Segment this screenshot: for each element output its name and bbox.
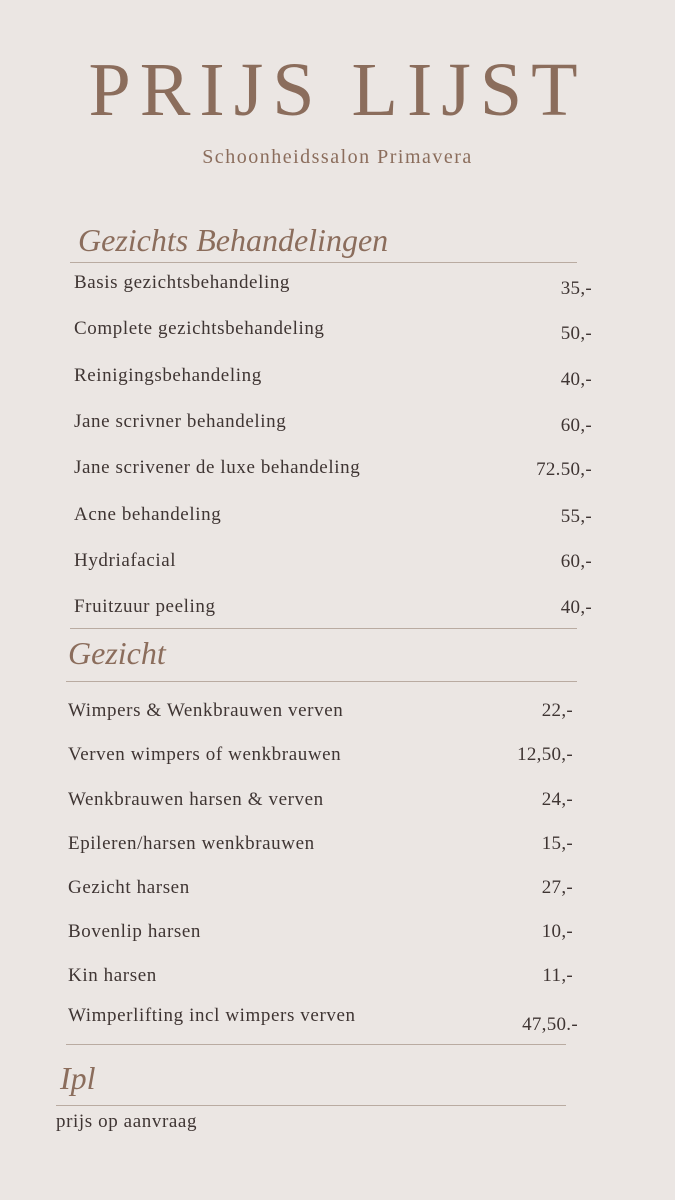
list-item-price: 55,-: [560, 506, 592, 527]
list-item-price: 72.50,-: [536, 459, 592, 480]
list-item-price: 35,-: [560, 278, 592, 299]
salon-name: Schoonheidssalon Primavera: [202, 146, 473, 168]
list-item-price: 40,-: [560, 369, 592, 390]
section-divider: [70, 262, 577, 263]
section-divider: [66, 681, 577, 682]
list-item-name: Complete gezichtsbehandeling: [74, 318, 325, 339]
section-heading-gezichts-behandelingen: Gezichts Behandelingen: [78, 222, 389, 258]
list-item-price: 22,-: [541, 700, 573, 721]
section-divider: [56, 1105, 566, 1106]
list-item-name: Kin harsen: [68, 965, 157, 986]
list-item-price: 60,-: [560, 415, 592, 436]
list-item-name: Fruitzuur peeling: [74, 596, 216, 617]
section-heading-ipl: Ipl: [60, 1060, 96, 1096]
list-item-name: Basis gezichtsbehandeling: [74, 272, 291, 293]
list-item-price: 60,-: [560, 551, 592, 572]
list-item-price: 27,-: [541, 877, 573, 898]
list-item-name: Reinigingsbehandeling: [74, 365, 262, 386]
list-item-name: Acne behandeling: [74, 504, 222, 525]
list-item-name: Jane scrivener de luxe behandeling: [74, 457, 361, 478]
list-item-price: 47,50.-: [522, 1014, 578, 1035]
list-item-name: Wimperlifting incl wimpers verven: [68, 1005, 356, 1026]
section-divider: [66, 1044, 566, 1045]
list-item-name: Wimpers & Wenkbrauwen verven: [68, 700, 344, 721]
list-item-name: Verven wimpers of wenkbrauwen: [68, 744, 342, 765]
list-item-name: Epileren/harsen wenkbrauwen: [68, 833, 315, 854]
page-title: PRIJS LIJST: [88, 48, 587, 132]
list-item-name: Jane scrivner behandeling: [74, 411, 287, 432]
list-item-price: 12,50,-: [517, 744, 573, 765]
list-item-price: 15,-: [541, 833, 573, 854]
list-item-name: Bovenlip harsen: [68, 921, 202, 942]
list-item-name: Hydriafacial: [74, 550, 177, 571]
section-heading-gezicht: Gezicht: [68, 635, 166, 671]
list-item-price: 11,-: [542, 965, 573, 986]
list-item-price: 50,-: [560, 323, 592, 344]
list-item-price: 40,-: [560, 597, 592, 618]
list-item-price: 10,-: [541, 921, 573, 942]
list-item-name: Wenkbrauwen harsen & verven: [68, 789, 324, 810]
price-on-request-note: prijs op aanvraag: [56, 1111, 198, 1132]
list-item-name: Gezicht harsen: [68, 877, 190, 898]
list-item-price: 24,-: [541, 789, 573, 810]
section-divider: [70, 628, 577, 629]
